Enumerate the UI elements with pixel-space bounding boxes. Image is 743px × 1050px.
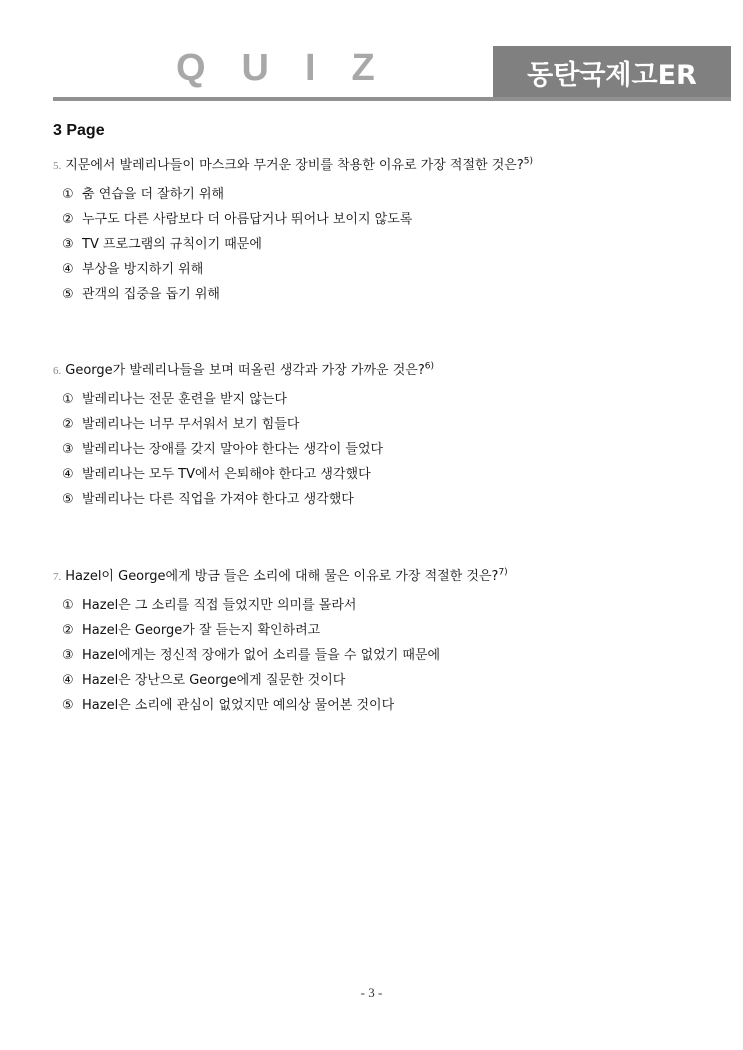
option-marker: ② [62, 212, 74, 227]
option-text: 발레리나는 장애를 갖지 말아야 한다는 생각이 들었다 [82, 442, 384, 457]
brand-badge: 동탄국제고ER [493, 46, 731, 98]
option-3[interactable] [62, 437, 733, 462]
option-marker: ② [62, 623, 74, 638]
question-stem [53, 156, 733, 176]
question-6 [53, 361, 733, 512]
question-stem [53, 361, 733, 381]
option-text: 관객의 집중을 돕기 위해 [82, 287, 220, 302]
option-text: TV 프로그램의 규칙이기 때문에 [82, 237, 262, 252]
option-list [62, 182, 733, 307]
option-text: 발레리나는 모두 TV에서 은퇴해야 한다고 생각했다 [82, 467, 371, 482]
page-number: - 3 - [360, 985, 383, 1000]
option-marker: ④ [62, 262, 74, 277]
option-2[interactable] [62, 412, 733, 437]
option-1[interactable] [62, 387, 733, 412]
option-1[interactable] [62, 593, 733, 618]
option-3[interactable] [62, 232, 733, 257]
option-text: 부상을 방지하기 위해 [82, 262, 204, 277]
option-marker: ① [62, 187, 74, 202]
option-2[interactable] [62, 618, 733, 643]
footnote-ref: 5) [523, 156, 534, 167]
option-marker: ④ [62, 467, 74, 482]
question-number: 6. [53, 365, 62, 377]
question-text: Hazel이 George에게 방금 들은 소리에 대해 물은 이유로 가장 적절한 것은? [65, 569, 499, 584]
option-text: 발레리나는 다른 직업을 가져야 한다고 생각했다 [82, 492, 354, 507]
option-2[interactable] [62, 207, 733, 232]
question-5 [53, 156, 733, 307]
option-marker: ④ [62, 673, 74, 688]
option-marker: ③ [62, 648, 74, 663]
option-marker: ⑤ [62, 287, 74, 302]
option-text: Hazel은 장난으로 George에게 질문한 것이다 [82, 673, 346, 688]
option-5[interactable] [62, 693, 733, 718]
option-text: 발레리나는 너무 무서워서 보기 힘들다 [82, 417, 300, 432]
option-marker: ⑤ [62, 492, 74, 507]
option-4[interactable] [62, 462, 733, 487]
option-text: 발레리나는 전문 훈련을 받지 않는다 [82, 392, 287, 407]
option-text: 춤 연습을 더 잘하기 위해 [82, 187, 225, 202]
option-marker: ① [62, 392, 74, 407]
option-marker: ③ [62, 442, 74, 457]
question-stem [53, 567, 733, 587]
footnote-ref: 7) [498, 567, 508, 578]
header-divider [53, 97, 731, 101]
option-marker: ③ [62, 237, 74, 252]
question-number: 7. [53, 571, 62, 583]
option-marker: ② [62, 417, 74, 432]
question-7 [53, 567, 733, 718]
footnote-ref: 6) [424, 361, 434, 372]
option-4[interactable] [62, 668, 733, 693]
quiz-title: QUIZ [176, 47, 411, 89]
option-3[interactable] [62, 643, 733, 668]
option-1[interactable] [62, 182, 733, 207]
option-text: Hazel에게는 정신적 장애가 없어 소리를 들을 수 없었기 때문에 [82, 648, 441, 663]
option-list [62, 593, 733, 718]
question-number: 5. [53, 160, 62, 172]
option-text: Hazel은 George가 잘 듣는지 확인하려고 [82, 623, 321, 638]
question-text: George가 발레리나들을 보며 떠올린 생각과 가장 가까운 것은? [65, 363, 425, 378]
option-5[interactable] [62, 282, 733, 307]
option-4[interactable] [62, 257, 733, 282]
option-text: 누구도 다른 사람보다 더 아름답거나 뛰어나 보이지 않도록 [82, 212, 413, 227]
option-list [62, 387, 733, 512]
option-text: Hazel은 그 소리를 직접 들었지만 의미를 몰라서 [82, 598, 357, 613]
page-label: 3 Page [53, 122, 105, 139]
option-5[interactable] [62, 487, 733, 512]
question-text: 지문에서 발레리나들이 마스크와 무거운 장비를 착용한 이유로 가장 적절한 것은? [65, 158, 524, 173]
option-marker: ① [62, 598, 74, 613]
option-text: Hazel은 소리에 관심이 없었지만 예의상 물어본 것이다 [82, 698, 395, 713]
option-marker: ⑤ [62, 698, 74, 713]
